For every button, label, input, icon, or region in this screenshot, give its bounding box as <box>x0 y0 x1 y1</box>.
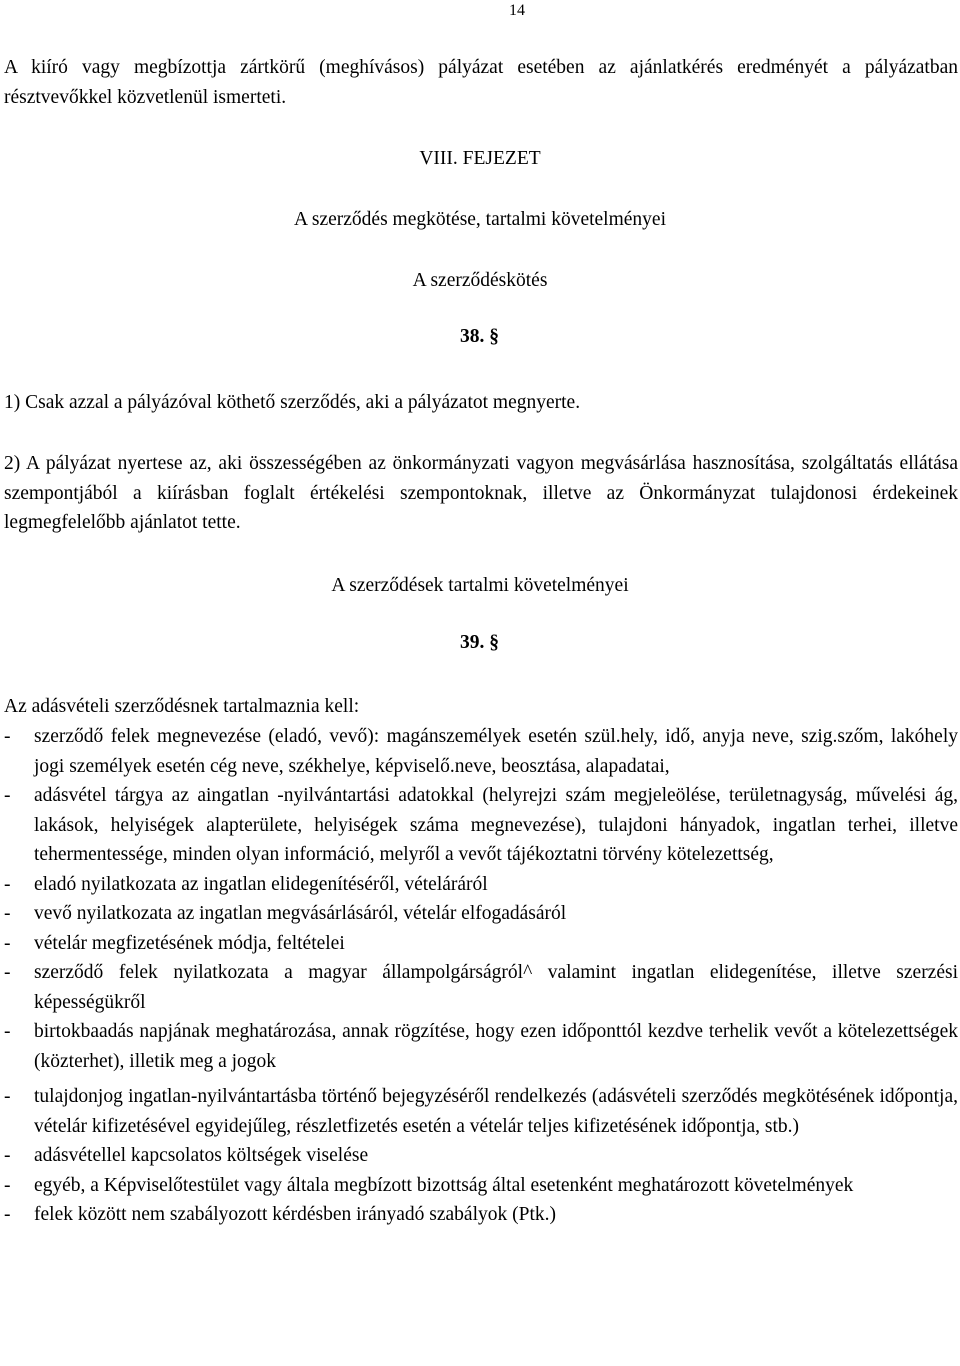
list-item-text: adásvétel tárgya az aingatlan -nyilvántartási adatokkal (helyrejzi szám megjeleölése, területnagyság, művelési ág, lakások, helyiségek alapterülete, helyiségek száma megnevezése), tulajdoni hányadok, ingatlan terhei, illetve tehermentessége, minden olyan információ, melyről a vevőt tájékoztatni törvény kötelezettség, <box>34 785 958 865</box>
list-dash: - <box>4 1021 11 1042</box>
chapter-number: VIII. FEJEZET <box>419 148 541 169</box>
list-dash: - <box>4 785 11 806</box>
list-item-text: adásvétellel kapcsolatos költségek viselése <box>34 1145 369 1166</box>
subheading-contracts: A szerződések tartalmi követelményei <box>331 575 629 596</box>
list-item <box>4 1082 958 1141</box>
list-item-text: birtokbaadás napjának meghatározása, annak rögzítése, hogy ezen időponttól kezdve terhelik vevőt a kötelezettségek (közterhet), illetik meg a jogok <box>34 1021 958 1072</box>
section-38-number: 38. § <box>460 326 499 347</box>
list-item <box>4 929 958 959</box>
list-dash: - <box>4 1086 11 1107</box>
list-dash: - <box>4 962 11 983</box>
section-38-point-2: 2) A pályázat nyertese az, aki összességében az önkormányzati vagyon megvásárlása hasznosítása, szolgáltatás ellátása szempontjából a kiírásban foglalt értékelési szempontoknak, illetve az Önkormányzat tulajdonosi érdekeinek legmegfelelőbb ajánlatot tette. <box>4 453 958 533</box>
list-item <box>4 899 958 929</box>
list-item <box>4 722 958 781</box>
list-item <box>4 1017 958 1076</box>
list-item-text: eladó nyilatkozata az ingatlan elidegenítéséről, vételáráról <box>34 873 488 895</box>
list-item <box>4 781 958 870</box>
chapter-subtitle: A szerződéskötés <box>412 270 548 291</box>
list-item <box>4 1200 958 1230</box>
section-39-lead: Az adásvételi szerződésnek tartalmaznia kell: <box>4 696 360 717</box>
list-item-text: vevő nyilatkozata az ingatlan megvásárlásáról, vételár elfogadásáról <box>34 903 567 924</box>
list-dash: - <box>4 1204 11 1225</box>
list-item-text: szerződő felek megnevezése (eladó, vevő): magánszemélyek esetén szül.hely, idő, anyja neve, szig.szőm, lakóhely jogi személyek esetén cég neve, székhelye, képviselő.neve, beosztása, alapadatai, <box>34 726 958 777</box>
list-item-text: szerződő felek nyilatkozata a magyar állampolgárságról^ valamint ingatlan elidegenítése, illetve szerzési képességükről <box>34 962 958 1013</box>
list-item <box>4 1141 958 1171</box>
chapter-title: A szerződés megkötése, tartalmi követelményei <box>294 209 666 230</box>
requirements-list <box>4 722 958 1230</box>
list-dash: - <box>4 726 11 747</box>
list-item-text: tulajdonjog ingatlan-nyilvántartásba történő bejegyzéséről rendelkezés (adásvételi szerződés megkötésének időpontja, vételár kifizetésével egyidejűleg, részletfizetés esetén a vételár teljes kifizetésének időpontja, stb.) <box>34 1086 958 1137</box>
list-dash: - <box>4 932 11 954</box>
list-item <box>4 870 958 900</box>
list-dash: - <box>4 903 11 924</box>
list-item-text: vételár megfizetésének módja, feltételei <box>34 932 345 954</box>
section-38-point-1: 1) Csak azzal a pályázóval köthető szerződés, aki a pályázatot megnyerte. <box>4 392 581 413</box>
page-number: 14 <box>509 2 525 19</box>
list-item-text: felek között nem szabályozott kérdésben irányadó szabályok (Ptk.) <box>34 1204 556 1225</box>
list-item-text: egyéb, a Képviselőtestület vagy általa megbízott bizottság által esetenként meghatározott követelmények <box>34 1174 854 1196</box>
list-dash: - <box>4 873 11 895</box>
list-item <box>4 958 958 1017</box>
list-item <box>4 1171 958 1201</box>
list-dash: - <box>4 1145 11 1166</box>
list-dash: - <box>4 1174 11 1196</box>
section-39-number: 39. § <box>460 632 499 653</box>
intro-paragraph: A kiíró vagy megbízottja zártkörű (meghívásos) pályázat esetében az ajánlatkérés eredményét a pályázatban résztvevőkkel közvetlenül ismerteti. <box>4 57 958 108</box>
